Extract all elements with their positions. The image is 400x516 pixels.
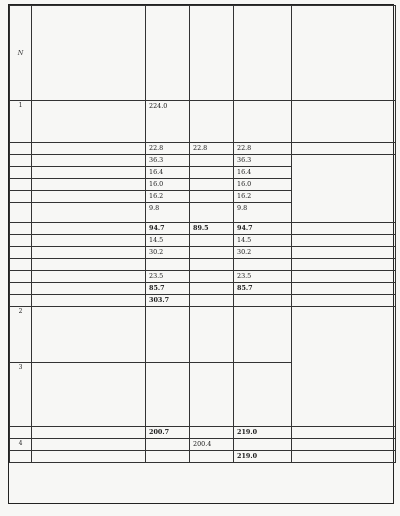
row-value-1: 23.5 xyxy=(146,271,190,283)
subtotal-row xyxy=(10,295,396,307)
row-number xyxy=(10,271,32,283)
row-value-2: 89.5 xyxy=(190,223,234,235)
row-note xyxy=(292,295,396,307)
row-value-1: 200.7 xyxy=(146,427,190,439)
row-note xyxy=(292,439,396,451)
row-note xyxy=(292,451,396,463)
row-label xyxy=(32,155,146,167)
row-number xyxy=(10,167,32,179)
row-label xyxy=(32,451,146,463)
header-col-3 xyxy=(234,6,292,101)
row-value-2: 200.4 xyxy=(190,439,234,451)
row-value-2 xyxy=(190,101,234,143)
row-note xyxy=(292,247,396,259)
row-label xyxy=(32,167,146,179)
row-value-2 xyxy=(190,235,234,247)
row-value-2 xyxy=(190,451,234,463)
row-value-3: 36.3 xyxy=(234,155,292,167)
budget-table-sheet xyxy=(8,4,394,504)
row-value-3 xyxy=(234,439,292,451)
row-value-3: 16.4 xyxy=(234,167,292,179)
row-value-3: 219.0 xyxy=(234,451,292,463)
row-note xyxy=(292,235,396,247)
row-value-2 xyxy=(190,155,234,167)
row-value-1: 14.5 xyxy=(146,235,190,247)
row-number xyxy=(10,179,32,191)
row-label xyxy=(32,283,146,295)
budget-table xyxy=(9,5,396,463)
row-value-3: 30.2 xyxy=(234,247,292,259)
row-number xyxy=(10,143,32,155)
row-number: 4 xyxy=(10,439,32,451)
row-number xyxy=(10,295,32,307)
row-value-3: 22.8 xyxy=(234,143,292,155)
row-value-1 xyxy=(146,439,190,451)
row-value-2 xyxy=(190,179,234,191)
table-row xyxy=(10,307,396,363)
row-number xyxy=(10,247,32,259)
table-header-row xyxy=(10,6,396,101)
row-number: 3 xyxy=(10,363,32,427)
row-value-1: 9.8 xyxy=(146,203,190,223)
row-number xyxy=(10,427,32,439)
row-value-1 xyxy=(146,363,190,427)
row-label xyxy=(32,295,146,307)
row-value-3 xyxy=(234,259,292,271)
row-note xyxy=(292,283,396,295)
row-note xyxy=(292,271,396,283)
row-value-3 xyxy=(234,307,292,363)
table-row xyxy=(10,259,396,271)
row-value-3: 219.0 xyxy=(234,427,292,439)
header-notes xyxy=(292,6,396,101)
row-label xyxy=(32,203,146,223)
row-value-3: 94.7 xyxy=(234,223,292,235)
table-row xyxy=(10,143,396,155)
row-number xyxy=(10,203,32,223)
header-number: N xyxy=(10,6,32,101)
row-number: 2 xyxy=(10,307,32,363)
row-note xyxy=(292,259,396,271)
row-value-2 xyxy=(190,259,234,271)
row-note xyxy=(292,307,396,427)
row-number xyxy=(10,259,32,271)
row-value-1: 30.2 xyxy=(146,247,190,259)
table-row xyxy=(10,271,396,283)
row-value-1: 16.0 xyxy=(146,179,190,191)
row-value-3: 85.7 xyxy=(234,283,292,295)
row-value-3: 14.5 xyxy=(234,235,292,247)
table-row xyxy=(10,247,396,259)
row-number xyxy=(10,155,32,167)
row-value-2: 22.8 xyxy=(190,143,234,155)
row-label xyxy=(32,427,146,439)
header-col-2 xyxy=(190,6,234,101)
row-note xyxy=(292,155,396,223)
row-value-3: 16.0 xyxy=(234,179,292,191)
row-note xyxy=(292,427,396,439)
row-value-2 xyxy=(190,203,234,223)
row-value-1: 16.2 xyxy=(146,191,190,203)
table-row xyxy=(10,439,396,451)
row-value-3: 23.5 xyxy=(234,271,292,283)
row-number xyxy=(10,235,32,247)
row-label xyxy=(32,271,146,283)
row-number xyxy=(10,451,32,463)
row-number xyxy=(10,223,32,235)
row-value-1: 36.3 xyxy=(146,155,190,167)
row-value-1: 16.4 xyxy=(146,167,190,179)
subtotal-row xyxy=(10,283,396,295)
row-number xyxy=(10,283,32,295)
row-label xyxy=(32,223,146,235)
row-label xyxy=(32,439,146,451)
grand-total-row xyxy=(10,451,396,463)
subtotal-row xyxy=(10,223,396,235)
row-label xyxy=(32,247,146,259)
row-value-2 xyxy=(190,307,234,363)
row-value-1: 85.7 xyxy=(146,283,190,295)
row-label xyxy=(32,101,146,143)
row-value-3 xyxy=(234,363,292,427)
row-value-3 xyxy=(234,101,292,143)
row-label xyxy=(32,191,146,203)
table-row xyxy=(10,101,396,143)
row-note xyxy=(292,223,396,235)
row-value-2 xyxy=(190,363,234,427)
row-label xyxy=(32,235,146,247)
row-value-1 xyxy=(146,259,190,271)
table-row xyxy=(10,155,396,167)
subtotal-row xyxy=(10,427,396,439)
row-value-2 xyxy=(190,295,234,307)
row-note xyxy=(292,143,396,155)
row-label xyxy=(32,363,146,427)
row-value-1 xyxy=(146,307,190,363)
header-col-1 xyxy=(146,6,190,101)
row-value-1 xyxy=(146,451,190,463)
row-value-1: 224.0 xyxy=(146,101,190,143)
row-value-1: 94.7 xyxy=(146,223,190,235)
header-item xyxy=(32,6,146,101)
row-value-3 xyxy=(234,295,292,307)
row-value-2 xyxy=(190,167,234,179)
row-value-2 xyxy=(190,271,234,283)
row-value-1: 303.7 xyxy=(146,295,190,307)
row-value-3: 9.8 xyxy=(234,203,292,223)
row-value-2 xyxy=(190,191,234,203)
row-number xyxy=(10,191,32,203)
row-value-2 xyxy=(190,283,234,295)
table-row xyxy=(10,235,396,247)
row-note xyxy=(292,101,396,143)
row-label xyxy=(32,307,146,363)
row-label xyxy=(32,143,146,155)
row-label xyxy=(32,259,146,271)
row-value-3: 16.2 xyxy=(234,191,292,203)
row-number: 1 xyxy=(10,101,32,143)
row-label xyxy=(32,179,146,191)
row-value-1: 22.8 xyxy=(146,143,190,155)
row-value-2 xyxy=(190,247,234,259)
row-value-2 xyxy=(190,427,234,439)
